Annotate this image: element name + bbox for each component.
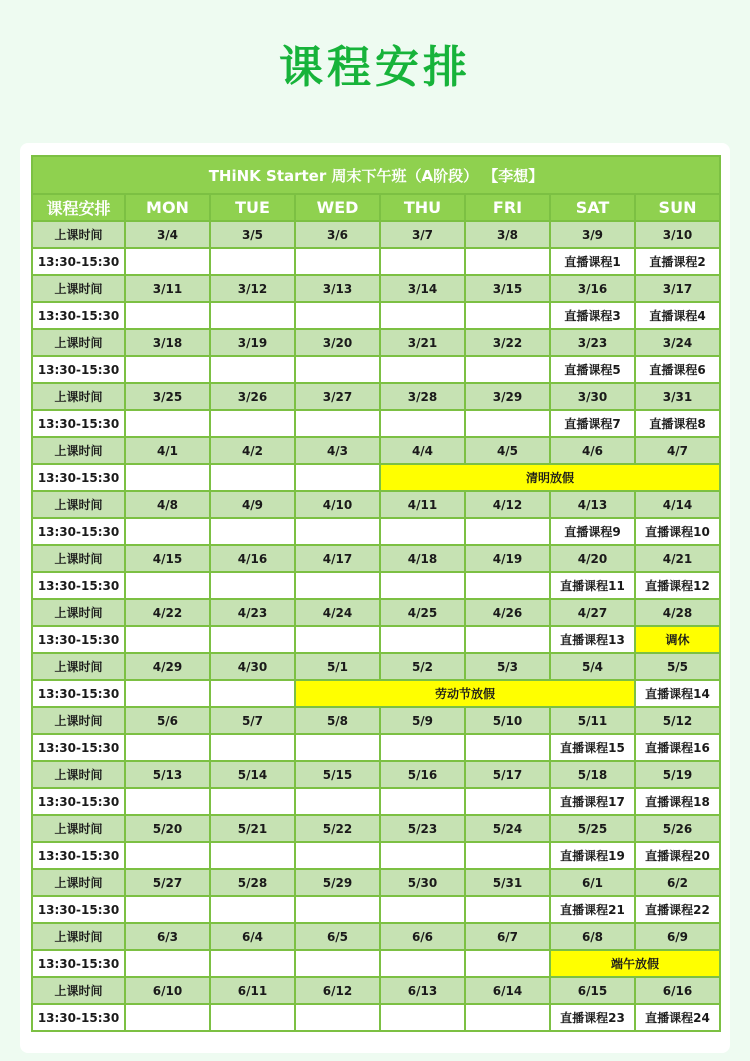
date-cell: 6/1 — [550, 869, 635, 896]
time-row — [32, 302, 720, 329]
empty-cell — [295, 626, 380, 653]
time-slot-label: 13:30-15:30 — [32, 734, 125, 761]
date-cell: 5/13 — [125, 761, 210, 788]
empty-cell — [125, 734, 210, 761]
time-row — [32, 518, 720, 545]
empty-cell — [210, 896, 295, 923]
empty-cell — [465, 248, 550, 275]
empty-cell — [210, 626, 295, 653]
date-row — [32, 815, 720, 842]
date-cell: 5/3 — [465, 653, 550, 680]
date-row-label: 上课时间 — [32, 707, 125, 734]
holiday-cell: 劳动节放假 — [295, 680, 635, 707]
empty-cell — [465, 572, 550, 599]
empty-cell — [380, 626, 465, 653]
lesson-cell: 直播课程9 — [550, 518, 635, 545]
empty-cell — [465, 734, 550, 761]
date-cell: 5/29 — [295, 869, 380, 896]
date-cell: 6/5 — [295, 923, 380, 950]
time-slot-label: 13:30-15:30 — [32, 410, 125, 437]
date-cell: 3/11 — [125, 275, 210, 302]
empty-cell — [465, 302, 550, 329]
table-title-row — [32, 156, 720, 194]
time-row — [32, 356, 720, 383]
date-cell: 5/25 — [550, 815, 635, 842]
lesson-cell: 直播课程23 — [550, 1004, 635, 1031]
time-slot-label: 13:30-15:30 — [32, 626, 125, 653]
lesson-cell: 直播课程8 — [635, 410, 720, 437]
date-cell: 3/21 — [380, 329, 465, 356]
date-cell: 5/22 — [295, 815, 380, 842]
weekday-header: FRI — [465, 194, 550, 221]
weekday-header: MON — [125, 194, 210, 221]
empty-cell — [380, 518, 465, 545]
time-row — [32, 788, 720, 815]
time-slot-label: 13:30-15:30 — [32, 248, 125, 275]
date-cell: 6/14 — [465, 977, 550, 1004]
date-cell: 3/24 — [635, 329, 720, 356]
date-cell: 4/19 — [465, 545, 550, 572]
lesson-cell: 直播课程3 — [550, 302, 635, 329]
empty-cell — [125, 356, 210, 383]
time-row — [32, 248, 720, 275]
date-cell: 5/12 — [635, 707, 720, 734]
page-title: 课程安排 — [279, 42, 471, 93]
date-cell: 4/12 — [465, 491, 550, 518]
empty-cell — [210, 302, 295, 329]
lesson-cell: 直播课程6 — [635, 356, 720, 383]
empty-cell — [210, 572, 295, 599]
date-cell: 6/4 — [210, 923, 295, 950]
lesson-cell: 直播课程13 — [550, 626, 635, 653]
empty-cell — [210, 1004, 295, 1031]
table-title: THiNK Starter 周末下午班（A阶段） 【李想】 — [32, 156, 720, 194]
date-cell: 6/8 — [550, 923, 635, 950]
empty-cell — [465, 842, 550, 869]
empty-cell — [380, 1004, 465, 1031]
date-row-label: 上课时间 — [32, 923, 125, 950]
date-cell: 3/26 — [210, 383, 295, 410]
date-cell: 4/16 — [210, 545, 295, 572]
empty-cell — [295, 464, 380, 491]
time-slot-label: 13:30-15:30 — [32, 464, 125, 491]
lesson-cell: 直播课程22 — [635, 896, 720, 923]
lesson-cell: 直播课程24 — [635, 1004, 720, 1031]
time-row — [32, 626, 720, 653]
lesson-cell: 直播课程11 — [550, 572, 635, 599]
date-cell: 3/14 — [380, 275, 465, 302]
empty-cell — [125, 896, 210, 923]
lesson-cell: 直播课程17 — [550, 788, 635, 815]
date-row — [32, 707, 720, 734]
empty-cell — [295, 896, 380, 923]
time-slot-label: 13:30-15:30 — [32, 842, 125, 869]
time-slot-label: 13:30-15:30 — [32, 356, 125, 383]
lesson-cell: 直播课程14 — [635, 680, 720, 707]
empty-cell — [465, 410, 550, 437]
date-cell: 5/26 — [635, 815, 720, 842]
date-cell: 4/3 — [295, 437, 380, 464]
date-cell: 4/10 — [295, 491, 380, 518]
date-cell: 6/10 — [125, 977, 210, 1004]
date-row-label: 上课时间 — [32, 977, 125, 1004]
date-cell: 4/6 — [550, 437, 635, 464]
date-cell: 3/12 — [210, 275, 295, 302]
lesson-cell: 直播课程12 — [635, 572, 720, 599]
date-row — [32, 491, 720, 518]
date-cell: 3/27 — [295, 383, 380, 410]
date-cell: 4/29 — [125, 653, 210, 680]
empty-cell — [125, 950, 210, 977]
time-slot-label: 13:30-15:30 — [32, 518, 125, 545]
date-cell: 4/15 — [125, 545, 210, 572]
date-row-label: 上课时间 — [32, 437, 125, 464]
holiday-cell: 端午放假 — [550, 950, 720, 977]
date-row — [32, 653, 720, 680]
date-cell: 3/17 — [635, 275, 720, 302]
date-cell: 4/26 — [465, 599, 550, 626]
lesson-cell: 直播课程18 — [635, 788, 720, 815]
date-cell: 3/20 — [295, 329, 380, 356]
time-row — [32, 896, 720, 923]
date-cell: 4/11 — [380, 491, 465, 518]
time-row — [32, 680, 720, 707]
date-cell: 5/2 — [380, 653, 465, 680]
time-slot-label: 13:30-15:30 — [32, 950, 125, 977]
date-cell: 6/7 — [465, 923, 550, 950]
time-row — [32, 950, 720, 977]
lesson-cell: 直播课程7 — [550, 410, 635, 437]
weekday-header-row — [32, 194, 720, 221]
date-cell: 4/7 — [635, 437, 720, 464]
time-row — [32, 464, 720, 491]
date-cell: 4/25 — [380, 599, 465, 626]
date-cell: 4/27 — [550, 599, 635, 626]
date-cell: 6/15 — [550, 977, 635, 1004]
schedule-table — [31, 155, 721, 1032]
weekday-header: WED — [295, 194, 380, 221]
empty-cell — [465, 788, 550, 815]
date-row-label: 上课时间 — [32, 545, 125, 572]
date-row — [32, 923, 720, 950]
empty-cell — [210, 464, 295, 491]
date-row — [32, 761, 720, 788]
lesson-cell: 直播课程2 — [635, 248, 720, 275]
date-row-label: 上课时间 — [32, 383, 125, 410]
empty-cell — [125, 248, 210, 275]
date-cell: 3/29 — [465, 383, 550, 410]
empty-cell — [125, 788, 210, 815]
corner-header: 课程安排 — [32, 194, 125, 221]
empty-cell — [380, 896, 465, 923]
empty-cell — [295, 356, 380, 383]
empty-cell — [210, 518, 295, 545]
date-cell: 6/16 — [635, 977, 720, 1004]
date-cell: 3/15 — [465, 275, 550, 302]
empty-cell — [380, 788, 465, 815]
empty-cell — [380, 248, 465, 275]
date-cell: 4/9 — [210, 491, 295, 518]
date-cell: 5/1 — [295, 653, 380, 680]
date-cell: 3/25 — [125, 383, 210, 410]
date-cell: 5/7 — [210, 707, 295, 734]
empty-cell — [125, 1004, 210, 1031]
empty-cell — [295, 302, 380, 329]
time-slot-label: 13:30-15:30 — [32, 572, 125, 599]
weekday-header: THU — [380, 194, 465, 221]
date-cell: 4/24 — [295, 599, 380, 626]
date-row — [32, 329, 720, 356]
date-cell: 5/17 — [465, 761, 550, 788]
empty-cell — [125, 464, 210, 491]
date-cell: 6/12 — [295, 977, 380, 1004]
lesson-cell: 直播课程4 — [635, 302, 720, 329]
empty-cell — [295, 950, 380, 977]
time-row — [32, 572, 720, 599]
date-cell: 5/4 — [550, 653, 635, 680]
lesson-cell: 直播课程21 — [550, 896, 635, 923]
date-cell: 4/1 — [125, 437, 210, 464]
date-cell: 6/11 — [210, 977, 295, 1004]
date-cell: 4/18 — [380, 545, 465, 572]
date-cell: 3/22 — [465, 329, 550, 356]
date-cell: 5/30 — [380, 869, 465, 896]
date-cell: 4/2 — [210, 437, 295, 464]
date-cell: 3/10 — [635, 221, 720, 248]
empty-cell — [125, 410, 210, 437]
date-cell: 4/4 — [380, 437, 465, 464]
date-cell: 5/6 — [125, 707, 210, 734]
date-cell: 5/24 — [465, 815, 550, 842]
date-cell: 4/14 — [635, 491, 720, 518]
date-cell: 3/30 — [550, 383, 635, 410]
date-row — [32, 221, 720, 248]
date-cell: 5/20 — [125, 815, 210, 842]
empty-cell — [295, 842, 380, 869]
date-cell: 3/4 — [125, 221, 210, 248]
date-row — [32, 977, 720, 1004]
date-row-label: 上课时间 — [32, 491, 125, 518]
date-cell: 3/18 — [125, 329, 210, 356]
date-row-label: 上课时间 — [32, 221, 125, 248]
empty-cell — [210, 734, 295, 761]
date-row-label: 上课时间 — [32, 761, 125, 788]
time-row — [32, 842, 720, 869]
date-cell: 5/8 — [295, 707, 380, 734]
date-cell: 3/13 — [295, 275, 380, 302]
date-row — [32, 869, 720, 896]
date-cell: 3/7 — [380, 221, 465, 248]
date-cell: 5/14 — [210, 761, 295, 788]
date-cell: 4/28 — [635, 599, 720, 626]
date-cell: 5/5 — [635, 653, 720, 680]
empty-cell — [380, 734, 465, 761]
empty-cell — [125, 572, 210, 599]
empty-cell — [125, 680, 210, 707]
empty-cell — [465, 950, 550, 977]
date-row-label: 上课时间 — [32, 329, 125, 356]
date-row-label: 上课时间 — [32, 275, 125, 302]
lesson-cell: 直播课程15 — [550, 734, 635, 761]
date-row-label: 上课时间 — [32, 599, 125, 626]
date-cell: 3/8 — [465, 221, 550, 248]
empty-cell — [210, 950, 295, 977]
lesson-cell: 直播课程20 — [635, 842, 720, 869]
empty-cell — [380, 842, 465, 869]
date-cell: 4/5 — [465, 437, 550, 464]
date-cell: 5/23 — [380, 815, 465, 842]
date-row-label: 上课时间 — [32, 815, 125, 842]
empty-cell — [210, 788, 295, 815]
date-cell: 3/6 — [295, 221, 380, 248]
date-cell: 5/16 — [380, 761, 465, 788]
empty-cell — [465, 896, 550, 923]
time-row — [32, 734, 720, 761]
empty-cell — [295, 1004, 380, 1031]
empty-cell — [210, 410, 295, 437]
empty-cell — [465, 518, 550, 545]
time-row — [32, 410, 720, 437]
date-cell: 5/15 — [295, 761, 380, 788]
weekday-header: TUE — [210, 194, 295, 221]
date-cell: 3/16 — [550, 275, 635, 302]
empty-cell — [210, 680, 295, 707]
time-slot-label: 13:30-15:30 — [32, 788, 125, 815]
date-cell: 5/10 — [465, 707, 550, 734]
date-cell: 5/18 — [550, 761, 635, 788]
date-cell: 3/19 — [210, 329, 295, 356]
date-cell: 4/20 — [550, 545, 635, 572]
date-cell: 3/23 — [550, 329, 635, 356]
holiday-cell: 清明放假 — [380, 464, 720, 491]
lesson-cell: 直播课程16 — [635, 734, 720, 761]
time-slot-label: 13:30-15:30 — [32, 896, 125, 923]
empty-cell — [125, 842, 210, 869]
time-slot-label: 13:30-15:30 — [32, 302, 125, 329]
date-cell: 4/23 — [210, 599, 295, 626]
time-row — [32, 1004, 720, 1031]
date-cell: 4/13 — [550, 491, 635, 518]
date-cell: 5/19 — [635, 761, 720, 788]
date-cell: 5/21 — [210, 815, 295, 842]
empty-cell — [295, 788, 380, 815]
date-cell: 3/5 — [210, 221, 295, 248]
date-row — [32, 545, 720, 572]
schedule-body — [32, 156, 720, 1031]
empty-cell — [210, 842, 295, 869]
empty-cell — [380, 410, 465, 437]
lesson-cell: 直播课程1 — [550, 248, 635, 275]
empty-cell — [295, 410, 380, 437]
empty-cell — [210, 248, 295, 275]
lesson-cell: 直播课程10 — [635, 518, 720, 545]
empty-cell — [210, 356, 295, 383]
date-cell: 6/3 — [125, 923, 210, 950]
date-cell: 4/17 — [295, 545, 380, 572]
date-cell: 5/11 — [550, 707, 635, 734]
empty-cell — [125, 302, 210, 329]
date-cell: 5/27 — [125, 869, 210, 896]
date-row — [32, 437, 720, 464]
date-row — [32, 383, 720, 410]
date-row-label: 上课时间 — [32, 653, 125, 680]
empty-cell — [125, 626, 210, 653]
empty-cell — [465, 1004, 550, 1031]
weekday-header: SUN — [635, 194, 720, 221]
date-cell: 3/9 — [550, 221, 635, 248]
date-row-label: 上课时间 — [32, 869, 125, 896]
empty-cell — [465, 626, 550, 653]
date-cell: 5/9 — [380, 707, 465, 734]
date-cell: 4/30 — [210, 653, 295, 680]
date-cell: 5/28 — [210, 869, 295, 896]
empty-cell — [380, 572, 465, 599]
empty-cell — [380, 950, 465, 977]
empty-cell — [295, 734, 380, 761]
date-row — [32, 275, 720, 302]
date-cell: 6/13 — [380, 977, 465, 1004]
date-cell: 5/31 — [465, 869, 550, 896]
date-cell: 3/31 — [635, 383, 720, 410]
empty-cell — [295, 572, 380, 599]
lesson-cell: 直播课程5 — [550, 356, 635, 383]
lesson-cell: 直播课程19 — [550, 842, 635, 869]
empty-cell — [380, 302, 465, 329]
date-cell: 6/6 — [380, 923, 465, 950]
date-cell: 4/8 — [125, 491, 210, 518]
empty-cell — [465, 356, 550, 383]
date-cell: 4/22 — [125, 599, 210, 626]
date-cell: 6/2 — [635, 869, 720, 896]
time-slot-label: 13:30-15:30 — [32, 680, 125, 707]
weekday-header: SAT — [550, 194, 635, 221]
empty-cell — [125, 518, 210, 545]
empty-cell — [295, 248, 380, 275]
date-row — [32, 599, 720, 626]
date-cell: 6/9 — [635, 923, 720, 950]
date-cell: 3/28 — [380, 383, 465, 410]
empty-cell — [295, 518, 380, 545]
time-slot-label: 13:30-15:30 — [32, 1004, 125, 1031]
empty-cell — [380, 356, 465, 383]
date-cell: 4/21 — [635, 545, 720, 572]
holiday-cell: 调休 — [635, 626, 720, 653]
